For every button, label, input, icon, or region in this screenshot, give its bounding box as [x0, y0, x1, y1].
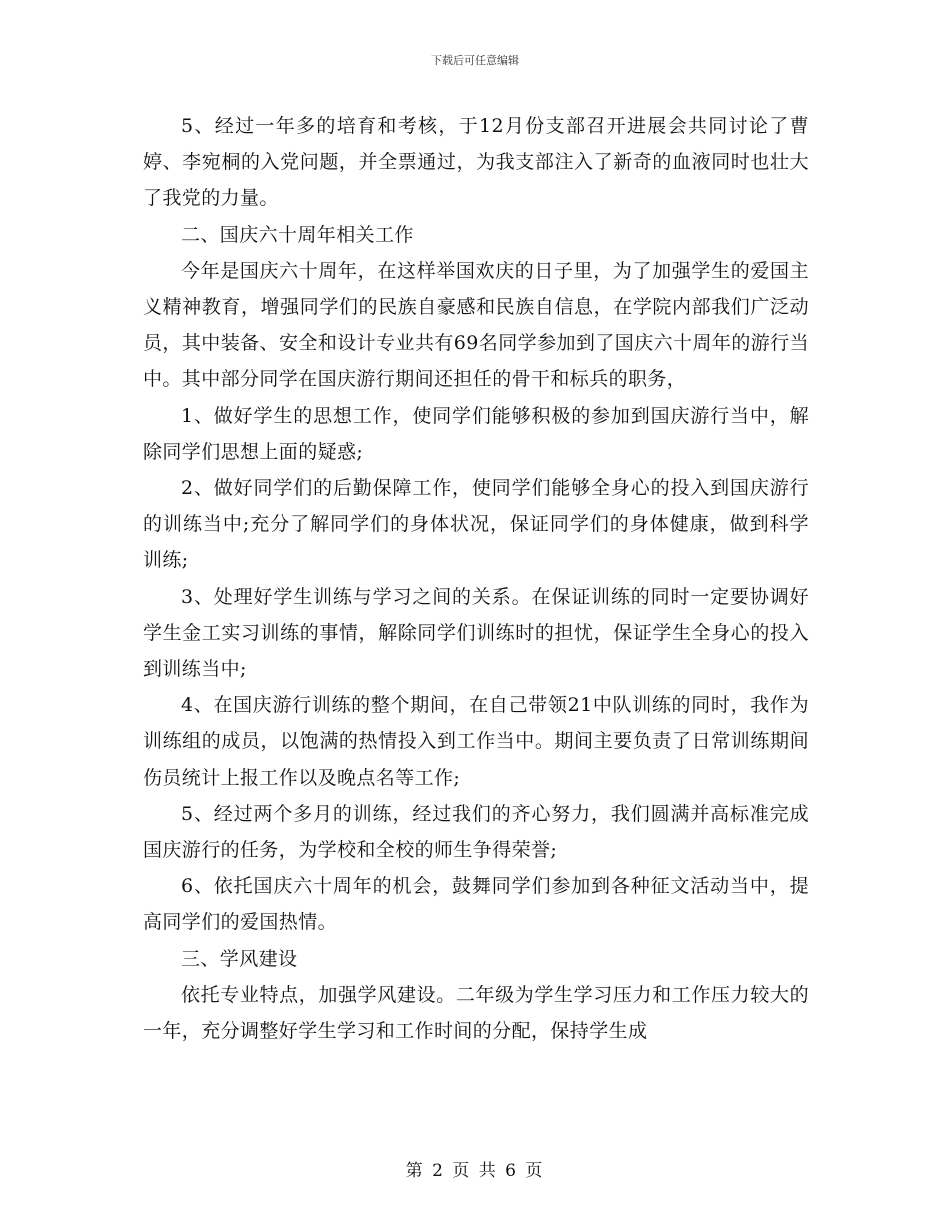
- list-item: 6、依托国庆六十周年的机会，鼓舞同学们参加到各种征文活动当中，提高同学们的爱国热情。: [143, 875, 809, 934]
- section-heading: 二、国庆六十周年相关工作: [181, 223, 414, 246]
- list-item: 5、经过两个多月的训练，经过我们的齐心努力，我们圆满并高标准完成国庆游行的任务，为学校和全校的师生争得荣誉;: [143, 802, 809, 862]
- paragraph: 依托专业特点，加强学风建设。二年级为学生学习压力和工作压力较大的一年，充分调整好学生学习和工作时间的分配，保持学生成: [143, 983, 809, 1043]
- list-item: 4、在国庆游行训练的整个期间，在自己带领21中队训练的同时，我作为训练组的成员，以饱满的热情投入到工作当中。期间主要负责了日常训练期间伤员统计上报工作以及晚点名等工作;: [143, 694, 809, 789]
- paragraph: 5、经过一年多的培育和考核，于12月份支部召开进展会共同讨论了曹婷、李宛桐的入党问题，并全票通过，为我支部注入了新奇的血液同时也壮大了我党的力量。: [143, 115, 809, 210]
- list-item: 1、做好学生的思想工作，使同学们能够积极的参加到国庆游行当中，解除同学们思想上面的疑惑;: [143, 404, 809, 463]
- section-heading: 三、学风建设: [181, 947, 298, 970]
- page-header: 下载后可任意编辑: [431, 54, 519, 67]
- document-body: [143, 108, 809, 1049]
- list-item: 2、做好同学们的后勤保障工作，使同学们能够全身心的投入到国庆游行的训练当中;充分了解同学们的身体状况，保证同学们的身体健康，做到科学训练;: [143, 477, 809, 572]
- page-number: 第 2 页 共 6 页: [405, 1161, 545, 1181]
- paragraph: 今年是国庆六十周年，在这样举国欢庆的日子里，为了加强学生的爱国主义精神教育，增强同学们的民族自豪感和民族自信息，在学院内部我们广泛动员，其中装备、安全和设计专业共有69名同学参加到了国庆六十周年的游行当中。其中部分同学在国庆游行期间还担任的骨干和标兵的职务，: [143, 259, 809, 391]
- list-item: 3、处理好学生训练与学习之间的关系。在保证训练的同时一定要协调好学生金工实习训练的事情，解除同学们训练时的担忧，保证学生全身心的投入到训练当中;: [143, 585, 809, 681]
